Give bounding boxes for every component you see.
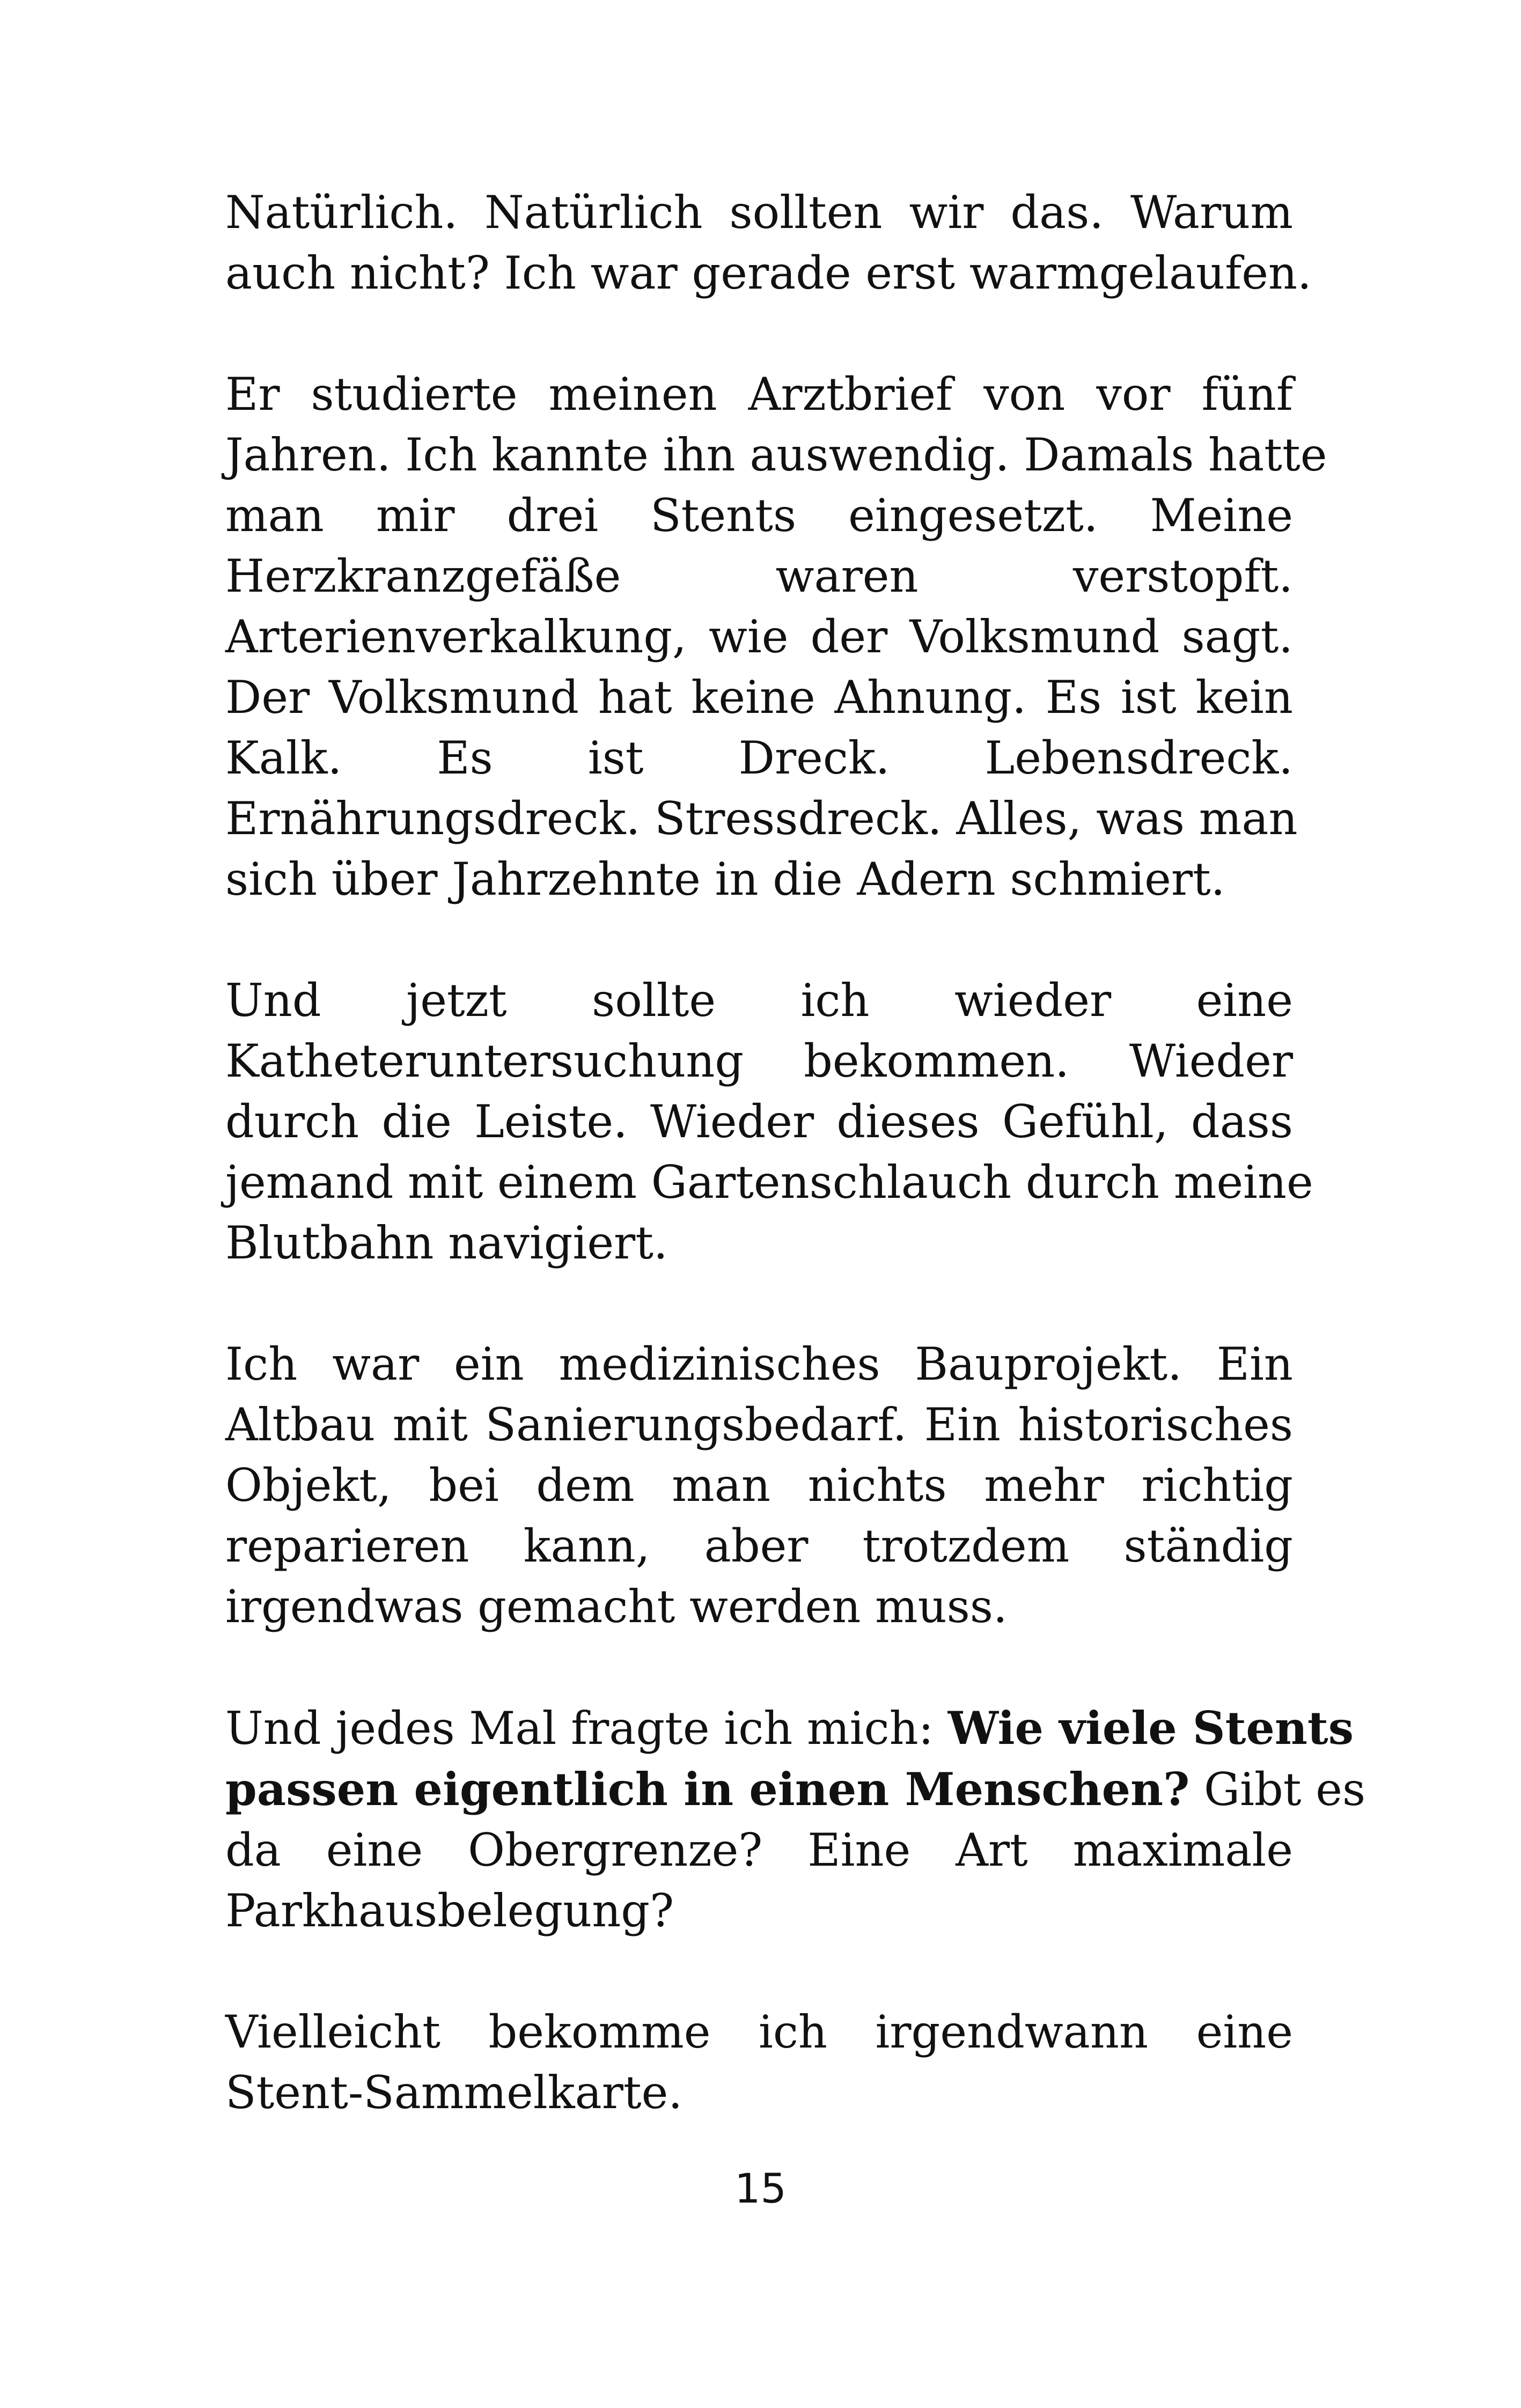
text-segment: Ernährungsdreck. Stressdreck. Alles, was man [225,792,1298,845]
text-line [225,1516,1293,1577]
text-line [225,607,1293,667]
text-segment: Natürlich. Natürlich sollten wir das. Warum [225,186,1293,239]
text-line [225,243,1312,304]
text-segment: man mir drei Stents eingesetzt. Meine [225,489,1293,542]
text-line [225,789,1298,849]
text-segment: Und jedes Mal fragte ich mich: [225,1702,948,1755]
text-line [225,849,1293,910]
bold-text: Wie viele Stents [947,1702,1354,1755]
text-line [225,1759,1366,1820]
text-segment: irgendwas gemacht werden muss. [225,1580,1008,1633]
text-line [225,1577,1293,1637]
text-segment: Und jetzt sollte ich wieder eine [225,974,1293,1027]
text-segment: Ich war ein medizinisches Bauprojekt. Ein [225,1338,1293,1390]
text-line [225,970,1293,1031]
text-segment: Blutbahn navigiert. [225,1217,668,1269]
text-segment: Kalk. Es ist Dreck. Lebensdreck. [225,732,1293,784]
text-segment: Stent-Sammelkarte. [225,2066,683,2119]
text-line [225,182,1293,243]
text-segment: Parkhausbelegung? [225,1884,674,1937]
text-segment: Katheteruntersuchung bekommen. Wieder [225,1035,1293,1087]
text-line [225,1213,1293,1273]
text-line [225,1092,1293,1152]
text-segment: Vielleicht bekomme ich irgendwann eine [225,2006,1293,2058]
text-segment: Jahren. Ich kannte ihn auswendig. Damals hatte [225,429,1327,481]
paragraph [225,970,1313,1273]
body-text [225,182,1366,2184]
text-line [225,425,1327,485]
text-line [225,2002,1293,2063]
text-line [225,1698,1354,1759]
text-line [225,667,1293,728]
text-segment: da eine Obergrenze? Eine Art maximale [225,1824,1293,1876]
text-line [225,1455,1293,1516]
text-line [225,1334,1293,1395]
text-segment: jemand mit einem Gartenschlauch durch meine [225,1156,1313,1209]
text-line [225,728,1293,789]
text-segment: sich über Jahrzehnte in die Adern schmiert. [225,853,1225,905]
text-segment: durch die Leiste. Wieder dieses Gefühl, dass [225,1095,1293,1148]
text-line [225,2063,1293,2123]
paragraph [225,1334,1293,1637]
bold-text: passen eigentlich in einen Menschen? [225,1763,1190,1816]
text-segment: Arterienverkalkung, wie der Volksmund sagt. [225,610,1293,663]
paragraph [225,1698,1366,1941]
page-number: 15 [734,2164,787,2212]
text-line [225,1395,1293,1455]
paragraph [225,2002,1293,2123]
paragraph [225,364,1327,910]
paragraph [225,182,1312,304]
text-segment: Objekt, bei dem man nichts mehr richtig [225,1459,1293,1512]
text-line [225,1152,1313,1213]
text-segment: auch nicht? Ich war gerade erst warmgelaufen. [225,247,1312,299]
text-segment: reparieren kann, aber trotzdem ständig [225,1520,1293,1572]
text-line [225,546,1293,607]
text-segment: Er studierte meinen Arztbrief von vor fünf [225,368,1293,421]
text-segment: Herzkranzgefäße waren verstopft. [225,550,1293,602]
text-line [225,1820,1293,1881]
text-line [225,1881,1293,1941]
text-line [225,485,1293,546]
text-line [225,1031,1293,1092]
text-segment: Gibt es [1189,1763,1366,1816]
text-segment: Der Volksmund hat keine Ahnung. Es ist kein [225,671,1293,724]
text-segment: Altbau mit Sanierungsbedarf. Ein historisches [225,1398,1293,1451]
text-line [225,364,1293,425]
